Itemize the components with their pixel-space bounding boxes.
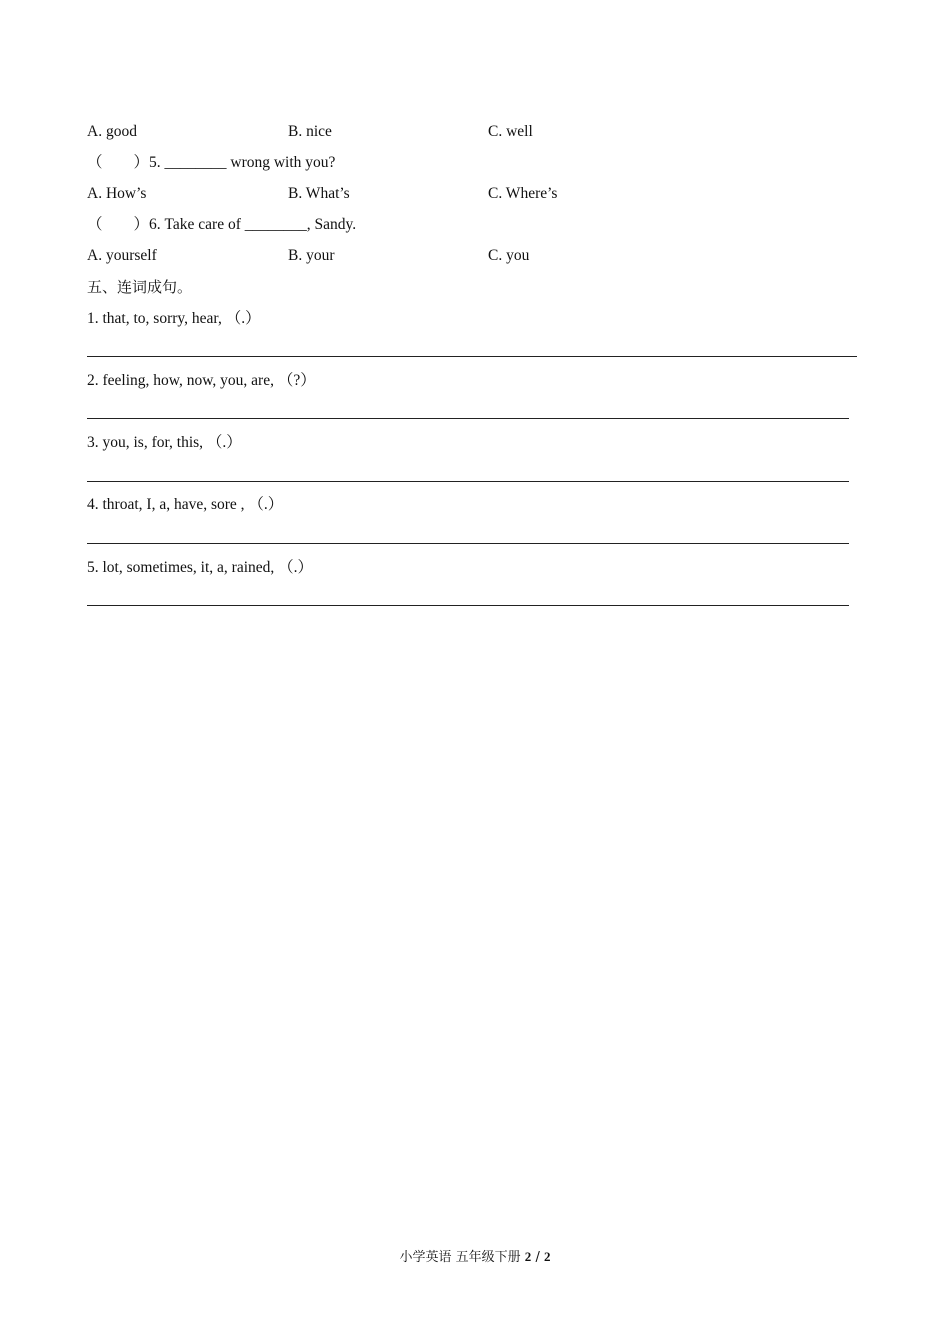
q4-option-a: A. good xyxy=(87,123,137,140)
q5-stem: （ ）5. ________ wrong with you? xyxy=(87,154,336,171)
q5-option-c: C. Where’s xyxy=(488,185,558,202)
q5-option-b: B. What’s xyxy=(288,185,350,202)
answer-line-2 xyxy=(87,418,849,419)
q4-option-c: C. well xyxy=(488,123,533,140)
sentence-item-4: 4. throat, I, a, have, sore , （.） xyxy=(87,496,284,513)
page-footer xyxy=(0,1246,950,1265)
q6-option-b: B. your xyxy=(288,247,335,264)
footer-separator: / xyxy=(535,1250,540,1265)
q6-option-c: C. you xyxy=(488,247,530,264)
sentence-item-1: 1. that, to, sorry, hear, （.） xyxy=(87,310,261,327)
footer-label: 小学英语 五年级下册 xyxy=(399,1250,521,1265)
answer-line-3 xyxy=(87,481,849,482)
section-title: 五、连词成句。 xyxy=(87,278,193,296)
footer-page-total: 2 xyxy=(543,1249,551,1264)
q6-option-a: A. yourself xyxy=(87,247,157,264)
q4-option-b: B. nice xyxy=(288,123,332,140)
sentence-item-3: 3. you, is, for, this, （.） xyxy=(87,434,242,451)
answer-line-1 xyxy=(87,356,857,357)
footer-page-number: 2 xyxy=(524,1249,532,1264)
answer-line-4 xyxy=(87,543,849,544)
q6-stem: （ ）6. Take care of ________, Sandy. xyxy=(87,216,357,233)
answer-line-5 xyxy=(87,605,849,606)
sentence-item-2: 2. feeling, how, now, you, are, （?） xyxy=(87,372,316,389)
q5-option-a: A. How’s xyxy=(87,185,147,202)
sentence-item-5: 5. lot, sometimes, it, a, rained, （.） xyxy=(87,559,314,576)
